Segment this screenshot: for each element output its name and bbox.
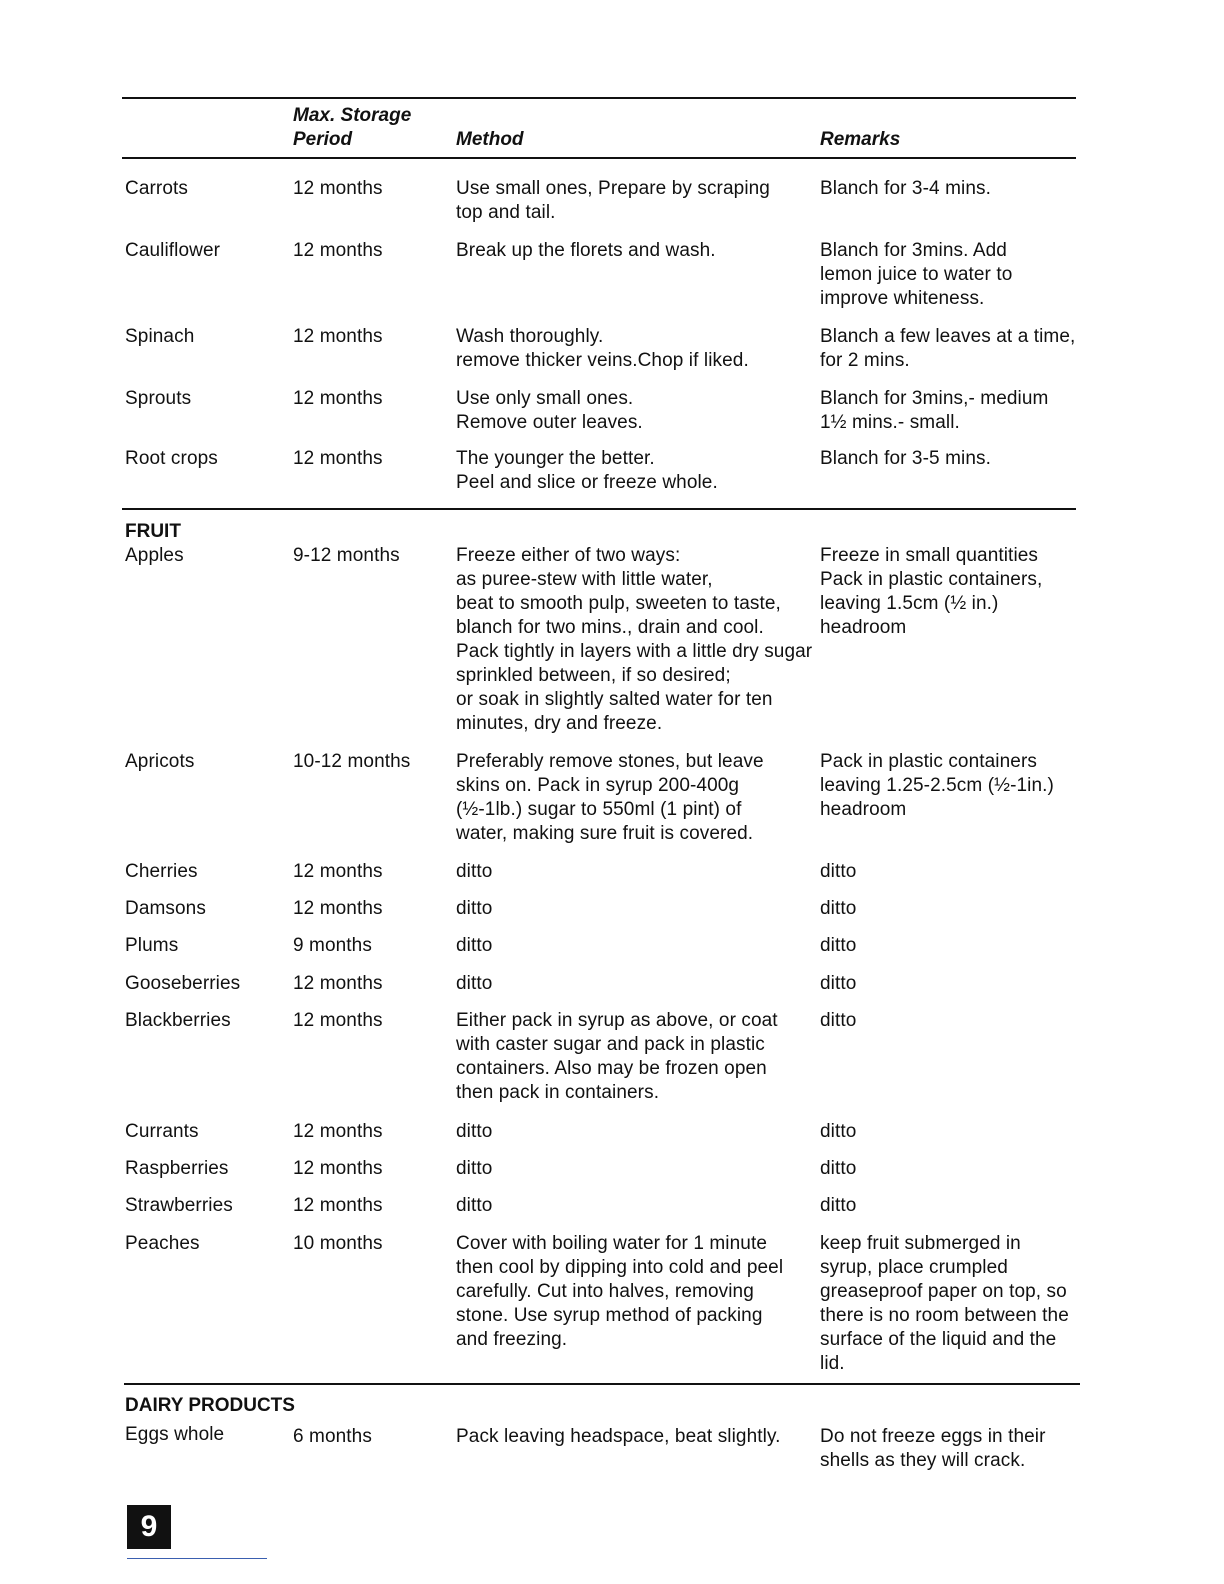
dairy-section-rule [124,1383,1080,1385]
page-number-underline [127,1558,267,1559]
item-period: 12 months [293,240,383,261]
item-name: Strawberries [125,1195,233,1216]
item-remarks: keep fruit submerged in syrup, place crumpled greaseproof paper on top, so there is no room between the surface of the liquid and the lid. [820,1233,1069,1374]
item-period: 12 months [293,178,383,199]
item-name: Root crops [125,448,218,469]
item-remarks: Blanch a few leaves at a time, for 2 mins. [820,326,1076,371]
header-method: Method [456,129,524,150]
item-name: Peaches [125,1233,200,1254]
item-name: Cherries [125,861,198,882]
item-method: Use small ones, Prepare by scraping top and tail. [456,178,770,223]
item-period: 6 months [293,1426,372,1447]
item-period: 12 months [293,973,383,994]
item-period: 12 months [293,448,383,469]
item-method: The younger the better. Peel and slice or freeze whole. [456,448,718,493]
item-period: 12 months [293,326,383,347]
item-period: 12 months [293,1010,383,1031]
item-period: 10 months [293,1233,383,1254]
item-period: 12 months [293,1158,383,1179]
item-remarks: ditto [820,1158,857,1179]
item-method: ditto [456,1195,493,1216]
item-method: Freeze either of two ways: as puree-stew with little water, beat to smooth pulp, sweeten to taste, blanch for two mins., drain and cool. Pack tightly in layers with a little dry sugar sprinkled between, if so desired; or soak in slightly salted water for ten minutes, dry and freeze. [456,545,813,734]
fruit-section-title: FRUIT [125,521,181,542]
item-name: Gooseberries [125,973,241,994]
item-name: Apricots [125,751,195,772]
item-name: Eggs whole [125,1424,225,1445]
header-remarks: Remarks [820,129,901,150]
item-name: Blackberries [125,1010,231,1031]
item-period: 9-12 months [293,545,400,566]
header-period: Max. Storage Period [293,105,412,150]
item-remarks: Blanch for 3-5 mins. [820,448,991,469]
item-remarks: Blanch for 3-4 mins. [820,178,991,199]
item-remarks: ditto [820,935,857,956]
item-period: 10-12 months [293,751,411,772]
item-remarks: Blanch for 3mins. Add lemon juice to water to improve whiteness. [820,240,1013,309]
item-method: Cover with boiling water for 1 minute then cool by dipping into cold and peel carefully. Cut into halves, removing stone. Use syrup method of packing and freezing. [456,1233,784,1350]
item-name: Plums [125,935,179,956]
item-method: Preferably remove stones, but leave skins on. Pack in syrup 200-400g (½-1lb.) sugar to 550ml (1 pint) of water, making sure fruit is covered. [456,751,764,844]
header-rule [122,157,1076,159]
item-name: Sprouts [125,388,192,409]
item-method: ditto [456,973,493,994]
item-method: ditto [456,898,493,919]
fruit-section-rule [122,508,1076,510]
item-name: Cauliflower [125,240,221,261]
item-period: 12 months [293,388,383,409]
item-name: Carrots [125,178,188,199]
item-remarks: ditto [820,898,857,919]
item-name: Spinach [125,326,195,347]
item-period: 9 months [293,935,372,956]
item-name: Apples [125,545,184,566]
item-remarks: ditto [820,1010,857,1031]
item-remarks: Blanch for 3mins,- medium 1½ mins.- small. [820,388,1049,433]
item-remarks: Freeze in small quantities Pack in plastic containers, leaving 1.5cm (½ in.) headroom [820,545,1043,638]
page-number: 9 [127,1505,171,1549]
item-method: Pack leaving headspace, beat slightly. [456,1426,781,1447]
item-period: 12 months [293,1195,383,1216]
item-method: ditto [456,861,493,882]
item-method: Either pack in syrup as above, or coat with caster sugar and pack in plastic containers. Also may be frozen open then pack in containers. [456,1010,778,1103]
item-method: Use only small ones. Remove outer leaves. [456,388,643,433]
item-period: 12 months [293,861,383,882]
item-name: Currants [125,1121,199,1142]
item-remarks: Pack in plastic containers leaving 1.25-2.5cm (½-1in.) headroom [820,751,1054,820]
item-remarks: ditto [820,1121,857,1142]
dairy-section-title: DAIRY PRODUCTS [125,1395,295,1416]
item-method: Wash thoroughly. remove thicker veins.Chop if liked. [456,326,749,371]
top-rule [122,97,1076,99]
item-period: 12 months [293,1121,383,1142]
item-period: 12 months [293,898,383,919]
item-remarks: ditto [820,861,857,882]
item-method: ditto [456,1121,493,1142]
item-name: Raspberries [125,1158,229,1179]
item-method: ditto [456,1158,493,1179]
item-remarks: Do not freeze eggs in their shells as they will crack. [820,1426,1046,1471]
item-method: ditto [456,935,493,956]
item-method: Break up the florets and wash. [456,240,716,261]
item-name: Damsons [125,898,206,919]
item-remarks: ditto [820,973,857,994]
item-remarks: ditto [820,1195,857,1216]
